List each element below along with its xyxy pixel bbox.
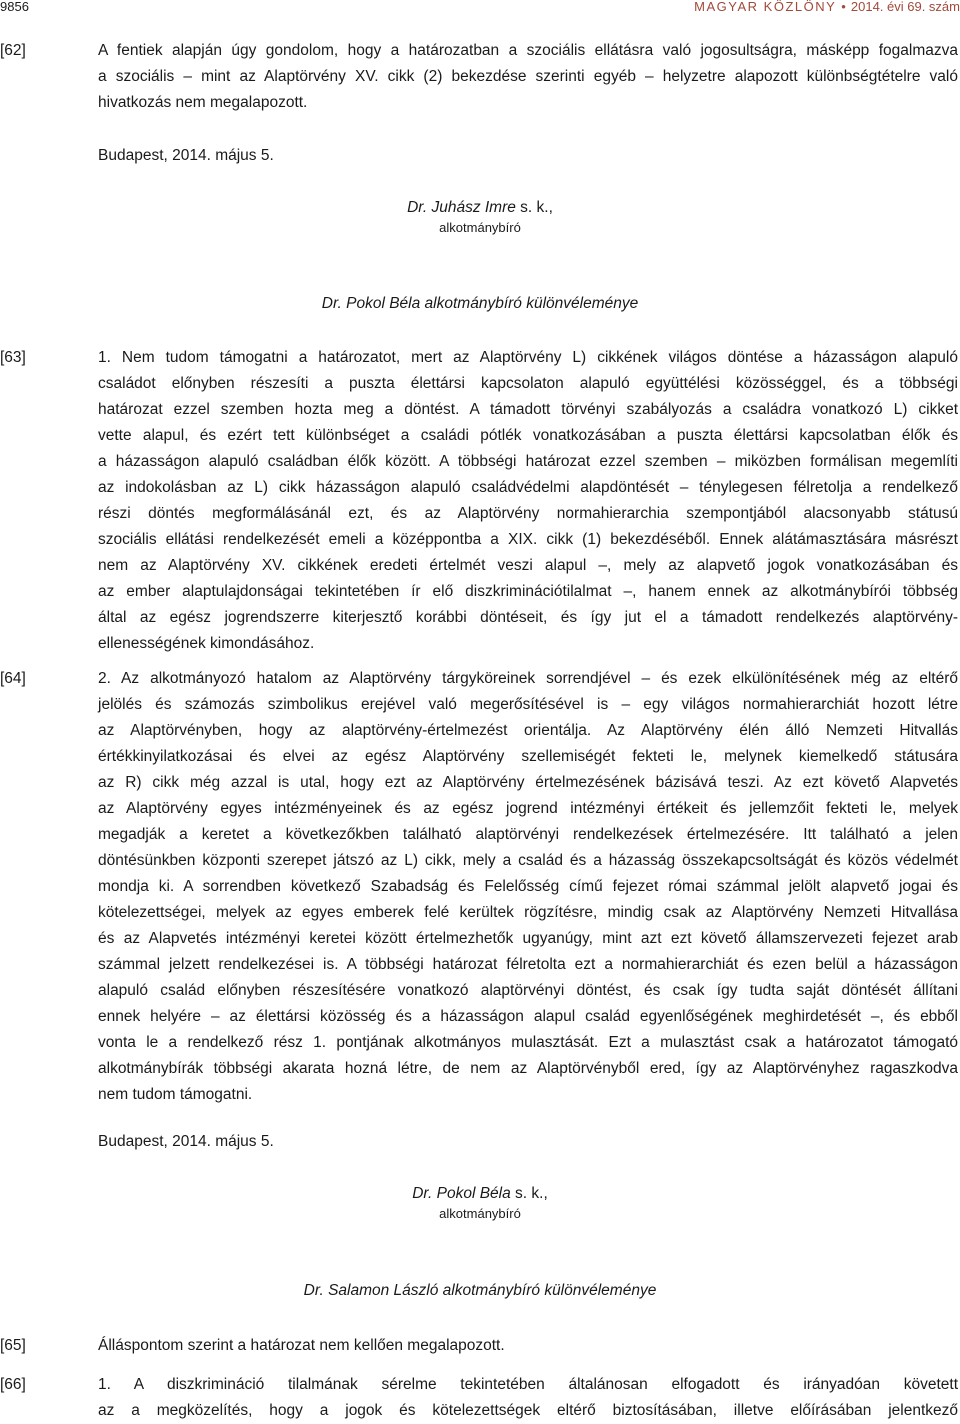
text-line: ellenességének kimondásához. — [98, 635, 315, 652]
signatory-line — [0, 1185, 960, 1203]
journal-title — [694, 0, 960, 15]
text-line: 1. Nem tudom támogatni a határozatot, mert az Alaptörvény L) cikkének világos döntése a házasságon alapuló — [98, 349, 958, 366]
paragraph-number: [66] — [0, 1376, 26, 1393]
text-line: az a megközelítés, hogy a jogok és kötelezettségek eltérő biztosításában, illetve előírásában jelentkező — [98, 1402, 958, 1419]
signatory-name: Dr. Juhász Imre — [407, 199, 516, 216]
signatory-suffix: s. k., — [510, 1185, 548, 1202]
text-line: döntésünkben központi szerepet játszó az L) cikk, mely a család és a házasság összekapcsoltságát és közös védelmét — [98, 852, 958, 869]
paragraph-text — [98, 1333, 958, 1359]
text-line: az Alaptörvény egyes intézményeinek és az egész jogrend intézményi értékeit és jellemzőit fekteti le, melyek — [98, 800, 958, 817]
paragraph-number: [63] — [0, 349, 26, 366]
text-line: alkotmánybírák többségi akarata hozná létre, de nem az Alaptörvényből ered, így az Alaptörvényhez ragaszkodva — [98, 1060, 958, 1077]
paragraph-text — [98, 345, 958, 657]
paragraph-number: [62] — [0, 42, 26, 59]
paragraph-text — [98, 666, 958, 1108]
place-date: Budapest, 2014. május 5. — [98, 147, 274, 164]
text-line: az Alaptörvényben, hogy az alaptörvény-értelmezést orientálja. Az Alaptörvény élén álló Nemzeti Hitvallás — [98, 722, 958, 739]
text-line: az ember alaptulajdonságai tekintetében ír elő diszkriminációtilalmat –, hanem ennek az alkotmánybírói többség — [98, 583, 958, 600]
page-number: 9856 — [0, 0, 29, 14]
text-line: kötelezettségei, melyek az egyes emberek felé kerültek rögzítésre, mindig csak az Alaptörvény Nemzeti Hitvallása — [98, 904, 958, 921]
text-line: az indokolásban az L) cikk házasságon alapuló családvédelmi alapdöntését – ténylegesen félretolja a rendelkező — [98, 479, 958, 496]
signature-block — [0, 1185, 960, 1221]
text-line: a szociális – mint az Alaptörvény XV. cikk (2) bekezdése szerinti egyéb – helyzetre alapozott különbségtételre való — [98, 68, 958, 85]
signatory-title: alkotmánybíró — [439, 1206, 521, 1221]
text-line: részi döntés megformálásánál ezt, és az Alaptörvény normahierarchia szempontjából alacsonyabb státusú — [98, 505, 958, 522]
text-line: családot előnyben részesíti a puszta élettársi kapcsolaton alapuló együttélési közösséggel, és a többségi — [98, 375, 958, 392]
signature-block — [0, 199, 960, 235]
text-line: nem tudom támogatni. — [98, 1086, 253, 1103]
signatory-title: alkotmánybíró — [439, 220, 521, 235]
text-line: határozat ezzel szemben hozta meg a döntést. A támadott törvényi szabályozás a családra vonatkozó L) cikket — [98, 401, 958, 418]
text-line: ennek helyére – az élettársi közösség és a házasságon alapul család egyenlőségének meghirdetését –, és ebből — [98, 1008, 958, 1025]
text-line: a házasságon alapuló családban élők között. A többségi határozat ezzel szemben – miközben formálisan megemlíti — [98, 453, 958, 470]
signatory-line — [0, 199, 960, 217]
page-header — [0, 0, 960, 16]
text-line: mondja ki. A sorrendben következő Szabadság és Felelősség című fejezet római számmal jelölt alapvető jogai és — [98, 878, 958, 895]
paragraph-text — [98, 1372, 958, 1424]
dissent-heading: Dr. Salamon László alkotmánybíró különvéleménye — [303, 1282, 657, 1299]
signatory-name: Dr. Pokol Béla — [412, 1185, 511, 1202]
text-line: vette alapul, és ezért tett különbséget a családi pótlék vonatkozásában a puszta élettársi kapcsolatban élők és — [98, 427, 958, 444]
paragraph-number: [65] — [0, 1337, 26, 1354]
text-line: Álláspontom szerint a határozat nem kellően megalapozott. — [98, 1337, 505, 1354]
text-line: A fentiek alapján úgy gondolom, hogy a határozatban a szociális ellátásra való jogosultságra, másképp fogalmazva — [98, 42, 958, 59]
text-line: értékkinyilatkozásai és elvei az egész Alaptörvény szellemiségét fekteti le, melynek kiemelkedő státusára — [98, 748, 958, 765]
paragraph-number: [64] — [0, 670, 26, 687]
text-line: 2. Az alkotmányozó hatalom az Alaptörvény tárgyköreinek sorrendjével – és ezek elkülönítésének még az eltérő — [98, 670, 958, 687]
text-line: 1. A diszkrimináció tilalmának sérelme tekintetében általánosan elfogadott és irányadóan követett — [98, 1376, 958, 1393]
text-line: megadják a keretet a következőkben található alaptörvényi rendelkezések értelmezésére. Itt található a jelen — [98, 826, 958, 843]
place-date: Budapest, 2014. május 5. — [98, 1133, 274, 1150]
text-line: hivatkozás nem megalapozott. — [98, 94, 308, 111]
text-line: jelölés és számozás szimbolikus erejével való megerősítésével is – egy világos normahierarchiát hozott létre — [98, 696, 958, 713]
text-line: által az egész jogrendszerre kiterjesztő korábbi döntéseit, és így jut el a támadott rendelkezés alaptörvény- — [98, 609, 958, 626]
text-line: vonta le a rendelkező rész 1. pontjának alkotmányos mulasztását. Ezt a mulasztást csak a határozatot támogató — [98, 1034, 958, 1051]
text-line: számmal jelzett rendelkezései is. A többségi határozat félretolta ezt a normahierarchiát és ezen belül a házasságon — [98, 956, 958, 973]
text-line: szociális ellátási rendelkezését emeli a középpontba a XIX. cikk (1) bekezdéséből. Ennek alátámasztására másrészt — [98, 531, 958, 548]
dissent-heading: Dr. Pokol Béla alkotmánybíró különvéleménye — [321, 295, 639, 312]
text-line: az R) cikk még azzal is utal, hogy ezt az Alaptörvény értelmezésének bázisává teszi. Az ezt követő Alapvetés — [98, 774, 958, 791]
text-line: alapuló család előnyben részesítésére vonatkozó alaptörvényi döntést, és csak így tudta saját döntését állítani — [98, 982, 958, 999]
signatory-suffix: s. k., — [515, 199, 553, 216]
text-line: és az Alapvetés intézményi keretei között értelmezhetők ugyanúgy, mint azt ezt követő államszervezeti fejezet arab — [98, 930, 958, 947]
journal-name: MAGYAR KÖZLÖNY — [694, 0, 837, 14]
header-bullet: • — [841, 0, 846, 14]
paragraph-text — [98, 38, 958, 116]
issue-number: 2014. évi 69. szám — [850, 0, 960, 14]
text-line: nem az Alaptörvény XV. cikkének eredeti értelmét veszi alapul –, mely az alapvető jogok vonatkozásában és — [98, 557, 958, 574]
